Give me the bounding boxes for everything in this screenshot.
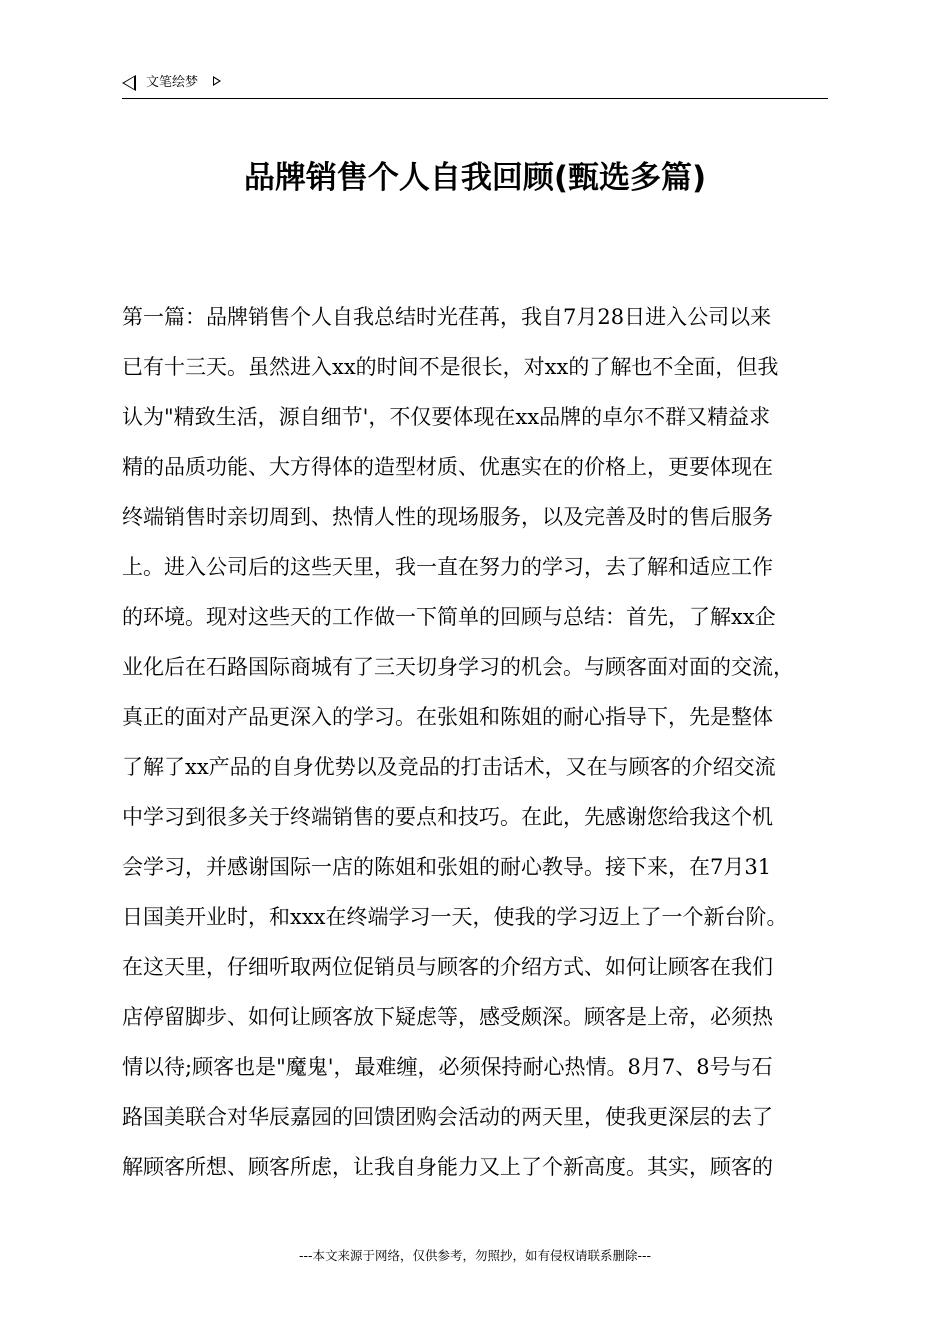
left-triangle-icon [122, 75, 136, 91]
document-title: 品牌销售个人自我回顾(甄选多篇) [243, 160, 707, 196]
right-triangle-icon [213, 76, 221, 86]
page-footer-disclaimer: ---本文来源于网络，仅供参考，勿照抄，如有侵权请联系删除--- [298, 1248, 652, 1263]
document-body: 第一篇：品牌销售个人自我总结时光荏苒，我自7月28日进入公司以来 已有十三天。虽然进入xx的时间不是很长，对xx的了解也不全面，但我 认为"精致生活，源自细节'，不仅要体现在xx品牌的卓尔不群又精益求 精的品质功能、大方得体的造型材质、优惠实在的价格上，更要体现在 终端销售时亲切周到、热情人性的现场服务，以及完善及时的售后服务 上。进入公司后的这些天里，我一直在努力的学习，去了解和适应工作 的环境。现对这些天的工作做一下简单的回顾与总结：首先，了解xx企 业化后在石路国际商城有了三天切身学习的机会。与顾客面对面的交流， 真正的面对产品更深入的学习。在张姐和陈姐的耐心指导下，先是整体 了解了xx产品的自身优势以及竞品的打击话术，又在与顾客的介绍交流 中学习到很多关于终端销售的要点和技巧。在此，先感谢您给我这个机 会学习，并感谢国际一店的陈姐和张姐的耐心教导。接下来，在7月31 日国美开业时，和xxx在终端学习一天，使我的学习迈上了一个新台阶。 在这天里，仔细听取两位促销员与顾客的介绍方式、如何让顾客在我们 店停留脚步、如何让顾客放下疑虑等，感受颇深。顾客是上帝，必须热 情以待;顾客也是"魔鬼'，最难缠，必须保持耐心热情。8月7、8号与石 路国美联合对华辰嘉园的回馈团购会活动的两天里，使我更深层的去了 解顾客所想、顾客所虑，让我自身能力又上了个新高度。其实，顾客的 [122, 305, 794, 1179]
header-brand-text: 文笔绘梦 [146, 75, 199, 90]
page-header [122, 72, 828, 99]
